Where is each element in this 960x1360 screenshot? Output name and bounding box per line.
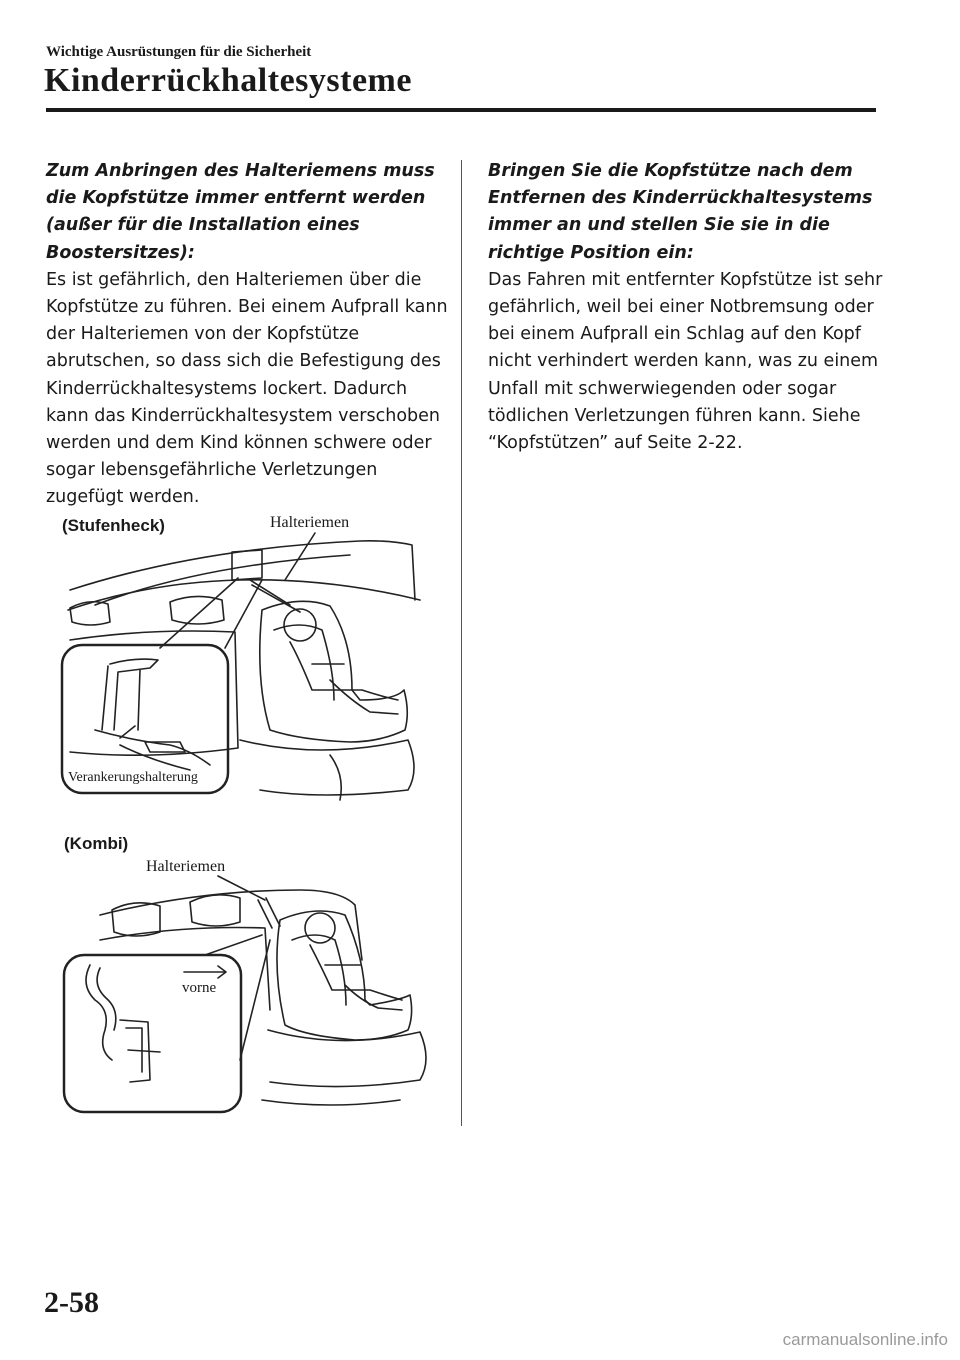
page-title: Kinderrückhaltesysteme xyxy=(44,62,412,99)
left-warning-heading: Zum Anbringen des Halteriemens muss die Kopfstütze immer entfernt werden (außer für die Installation eines Boostersitzes): xyxy=(46,161,435,263)
page-number: 2-58 xyxy=(44,1286,99,1319)
right-column xyxy=(488,158,888,457)
verankerungshalterung-callout: Verankerungshalterung xyxy=(68,770,198,785)
section-header: Wichtige Ausrüstungen für die Sicherheit xyxy=(46,44,312,60)
figure-stufenheck-label: (Stufenheck) xyxy=(62,516,165,535)
right-warning-body: Das Fahren mit entfernter Kopfstütze ist sehr gefährlich, weil bei einer Notbremsung oder bei einem Aufprall ein Schlag auf den Kopf nicht verhindert werden kann, was zu einem Unfall mit schwerwiegenden oder sogar tödlichen Verletzungen führen kann. Siehe “Kopfstützen” auf Seite 2-22. xyxy=(488,269,883,454)
header-rule xyxy=(46,108,876,112)
halteriemen-callout-2: Halteriemen xyxy=(146,858,226,875)
left-column xyxy=(46,158,451,512)
watermark: carmanualsonline.info xyxy=(782,1330,948,1349)
halteriemen-callout-1: Halteriemen xyxy=(270,514,350,531)
figure-kombi-label: (Kombi) xyxy=(64,834,129,853)
right-warning-heading: Bringen Sie die Kopfstütze nach dem Entfernen des Kinderrückhaltesystems immer an und stellen Sie sie in die richtige Position ein: xyxy=(488,161,873,263)
column-divider xyxy=(461,160,462,1126)
left-warning-body: Es ist gefährlich, den Halteriemen über die Kopfstütze zu führen. Bei einem Aufprall kann der Halteriemen von der Kopfstütze abrutschen, so dass sich die Befestigung des Kinderrückhaltesystems lockert. Dadurch kann das Kinderrückhaltesystem verschoben werden und dem Kind können schwere oder sogar lebensgefährliche Verletzungen zugefügt werden. xyxy=(46,269,448,508)
vorne-callout: vorne xyxy=(182,980,217,996)
